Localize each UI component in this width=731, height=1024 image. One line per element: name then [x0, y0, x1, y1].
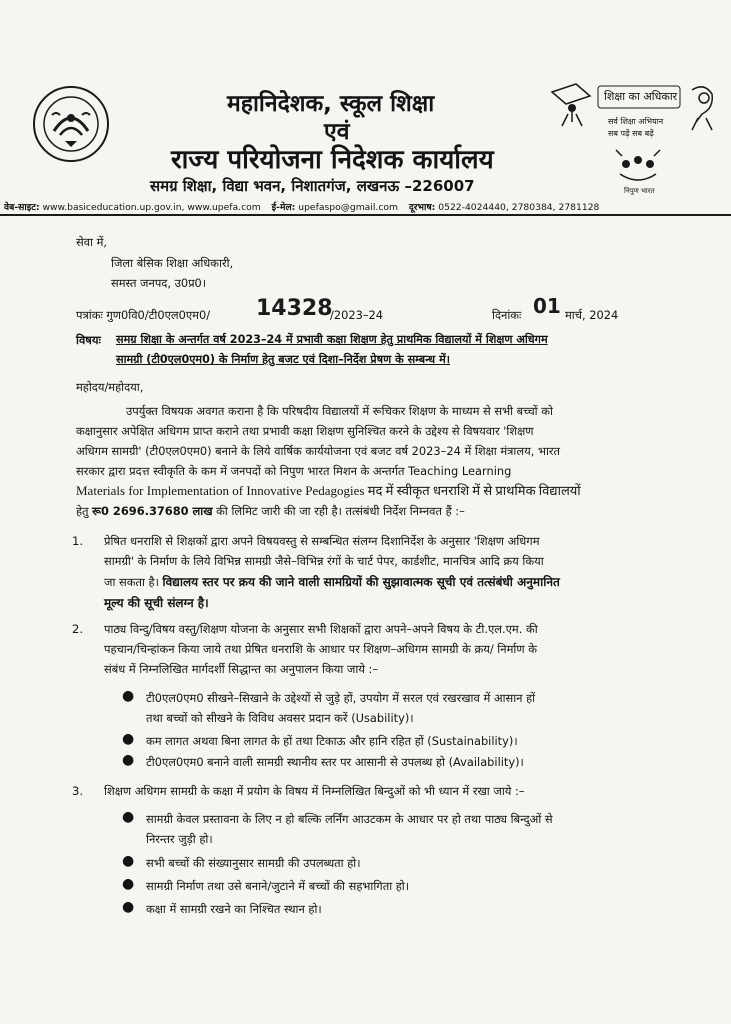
header-title-line-2: एवं	[324, 119, 350, 145]
website-label: वेब-साइट:	[4, 202, 40, 213]
phone-label: दूरभाष:	[408, 202, 436, 213]
point-2-bullet-2: कम लागत अथवा बिना लागत के हों तथा टिकाऊ और हानि रहित हों (Sustainability)।	[146, 734, 518, 748]
point-3-number: 3.	[72, 784, 84, 798]
point-1-bold-1: विद्यालय स्तर पर क्रय की जाने वाली सामग्रियों की सुझावात्मक सूची एवं तत्संबंधी अनुमानित	[162, 575, 560, 589]
point-1-line-2: सामग्री' के निर्माण के लिये विभिन्न सामग्री जैसे–विभिन्न रंगों के चार्ट पेपर, कार्डशीट, मानचित्र आदि क्रय किया	[104, 554, 544, 568]
point-1-line-3	[104, 572, 560, 592]
point-3-bullet-2: सभी बच्चों की संख्यानुसार सामग्री की उपलब्धता हो।	[146, 856, 361, 870]
subject-line-2: सामग्री (टी0एल0एम0) के निर्माण हेतु बजट एवं दिशा–निर्देश प्रेषण के सम्बन्ध में।	[116, 353, 450, 366]
header-title-line-1: महानिदेशक, स्कूल शिक्षा	[227, 91, 435, 117]
date-label: दिनांकः	[492, 308, 522, 322]
recipient-line-2: जिला बेसिक शिक्षा अधिकारी,	[111, 256, 234, 270]
patrank-year: /2023–24	[330, 308, 384, 322]
point-1-line-3-text: जा सकता है।	[104, 575, 159, 589]
bullet-dot: ●	[122, 752, 135, 768]
salutation: महोदय/महोदया,	[76, 380, 144, 394]
intro-line-4: सरकार द्वारा प्रदत्त स्वीकृति के कम में जनपदों को निपुण भारत मिशन के अन्तर्गत Teaching Learning	[76, 464, 512, 478]
point-2-line-3: संबंध में निम्नलिखित मार्गदर्शी सिद्धान्त का अनुपालन किया जाये :–	[104, 662, 379, 676]
header-divider	[0, 214, 731, 216]
point-2-bullet-1-cont: तथा बच्चों को सीखने के विविध अवसर प्रदान करें (Usability)।	[146, 711, 414, 725]
point-2-line-1: पाठ्य विन्दु/विषय वस्तु/शिक्षण योजना के अनुसार सभी शिक्षकों द्वारा अपने–अपने विषय के टी.एल.एम. की	[104, 622, 538, 636]
logo-bottom-text: निपुण भारत	[624, 187, 655, 195]
point-3-bullet-4: कक्षा में सामग्री रखने का निश्चित स्थान हो।	[146, 902, 322, 916]
header-address: समग्र शिक्षा, विद्या भवन, निशातगंज, लखनऊ –226007	[150, 177, 475, 195]
up-government-emblem	[32, 85, 110, 163]
bullet-dot: ●	[122, 688, 135, 704]
date-month-year: मार्च, 2024	[565, 308, 619, 322]
point-3-bullet-3: सामग्री निर्माण तथा उसे बनाने/जुटाने में बच्चों की सहभागिता हो।	[146, 879, 410, 893]
intro-line-5: Materials for Implementation of Innovative Pedagogies मद में स्वीकृत धनराशि में से प्राथमिक विद्यालयों	[76, 483, 581, 498]
point-3-line-1: शिक्षण अधिगम सामग्री के कक्षा में प्रयोग के विषय में निम्नलिखित बिन्दुओं को भी ध्यान में रखा जाये :–	[104, 784, 525, 798]
right-of-education-logo	[546, 78, 726, 200]
point-3-bullet-1-cont: निरन्तर जुड़ी हो।	[146, 832, 213, 846]
bullet-dot: ●	[122, 853, 135, 869]
bullet-dot: ●	[122, 731, 135, 747]
point-1-bold-2: मूल्य की सूची संलग्न है।	[104, 596, 209, 610]
subject-label: विषयः	[76, 333, 101, 347]
logo-tagline-1: सर्व शिक्षा अभियान	[608, 117, 664, 126]
intro-line-6-post: की लिमिट जारी की जा रही है। तत्संबंधी निर्देश निम्नवत हैं :–	[216, 504, 465, 518]
intro-line-1: उपर्युक्त विषयक अवगत कराना है कि परिषदीय विद्यालयों में रूचिकर शिक्षण के माध्यम से सभी बच्चों को	[126, 404, 553, 418]
patrank-number: 14328	[256, 296, 333, 321]
email-label: ई-मेल:	[271, 202, 296, 213]
logo-tagline-2: सब पढ़ें सब बढ़ें	[608, 129, 654, 138]
point-3-bullet-1: सामग्री केवल प्रस्तावना के लिए न हो बल्कि लर्निंग आउटकम के आधार पर हो तथा पाठ्य बिन्दुओं से	[146, 812, 553, 826]
logo-caption: शिक्षा का अधिकार	[604, 90, 678, 103]
point-2-line-2: पहचान/चिन्हांकन किया जाये तथा प्रेषित धनराशि के आधार पर शिक्षण–अधिगम सामग्री के क्रय/ निर्माण के	[104, 642, 537, 656]
intro-line-6-pre: हेतु	[76, 504, 89, 518]
header-title-line-3: राज्य परियोजना निदेशक कार्यालय	[171, 145, 494, 175]
point-1-number: 1.	[72, 534, 84, 548]
email-value: upefaspo@gmail.com	[298, 202, 398, 213]
bullet-dot: ●	[122, 876, 135, 892]
date-day: 01	[533, 294, 561, 318]
point-2-bullet-3: टी0एल0एम0 बनाने वाली सामग्री स्थानीय स्तर पर आसानी से उपलब्ध हो (Availability)।	[146, 755, 524, 769]
point-2-number: 2.	[72, 622, 84, 636]
point-2-bullet-1: टी0एल0एम0 सीखने–सिखाने के उद्देश्यों से जुड़े हों, उपयोग में सरल एवं रखरखाव में आसान हों	[146, 691, 536, 705]
patrank-label: पत्रांकः गुण0वि0/टी0एल0एम0/	[76, 308, 211, 322]
point-1-line-1: प्रेषित धनराशि से शिक्षकों द्वारा अपने विषयवस्तु से सम्बन्धित संलग्न दिशानिर्देश के अनुसार 'शिक्षण अधिगम	[104, 534, 540, 548]
intro-amount: रू0 2696.37680 लाख	[92, 504, 213, 518]
recipient-line-1: सेवा में,	[76, 235, 108, 249]
subject-line-1: समग्र शिक्षा के अन्तर्गत वर्ष 2023–24 में प्रभावी कक्षा शिक्षण हेतु प्राथमिक विद्यालयों में शिक्षण अधिगम	[116, 333, 548, 346]
bullet-dot: ●	[122, 809, 135, 825]
contact-bar	[0, 200, 731, 213]
bullet-dot: ●	[122, 899, 135, 915]
website-value: www.basiceducation.up.gov.in, www.upefa.com	[42, 202, 261, 213]
intro-line-2: कक्षानुसार अपेक्षित अधिगम प्राप्त कराने तथा प्रभावी कक्षा शिक्षण सुनिश्चित करने के उद्देश्य से विषयवार 'शिक्षण	[76, 424, 534, 438]
intro-line-6	[76, 501, 465, 521]
phone-value: 0522-4024440, 2780384, 2781128	[438, 202, 600, 213]
intro-line-3: अधिगम सामग्री' (टी0एल0एम0) बनाने के लिये वार्षिक कार्ययोजना एवं बजट वर्ष 2023–24 में शिक्षा मंत्रालय, भारत	[76, 444, 561, 458]
recipient-line-3: समस्त जनपद, उ0प्र0।	[111, 276, 207, 290]
